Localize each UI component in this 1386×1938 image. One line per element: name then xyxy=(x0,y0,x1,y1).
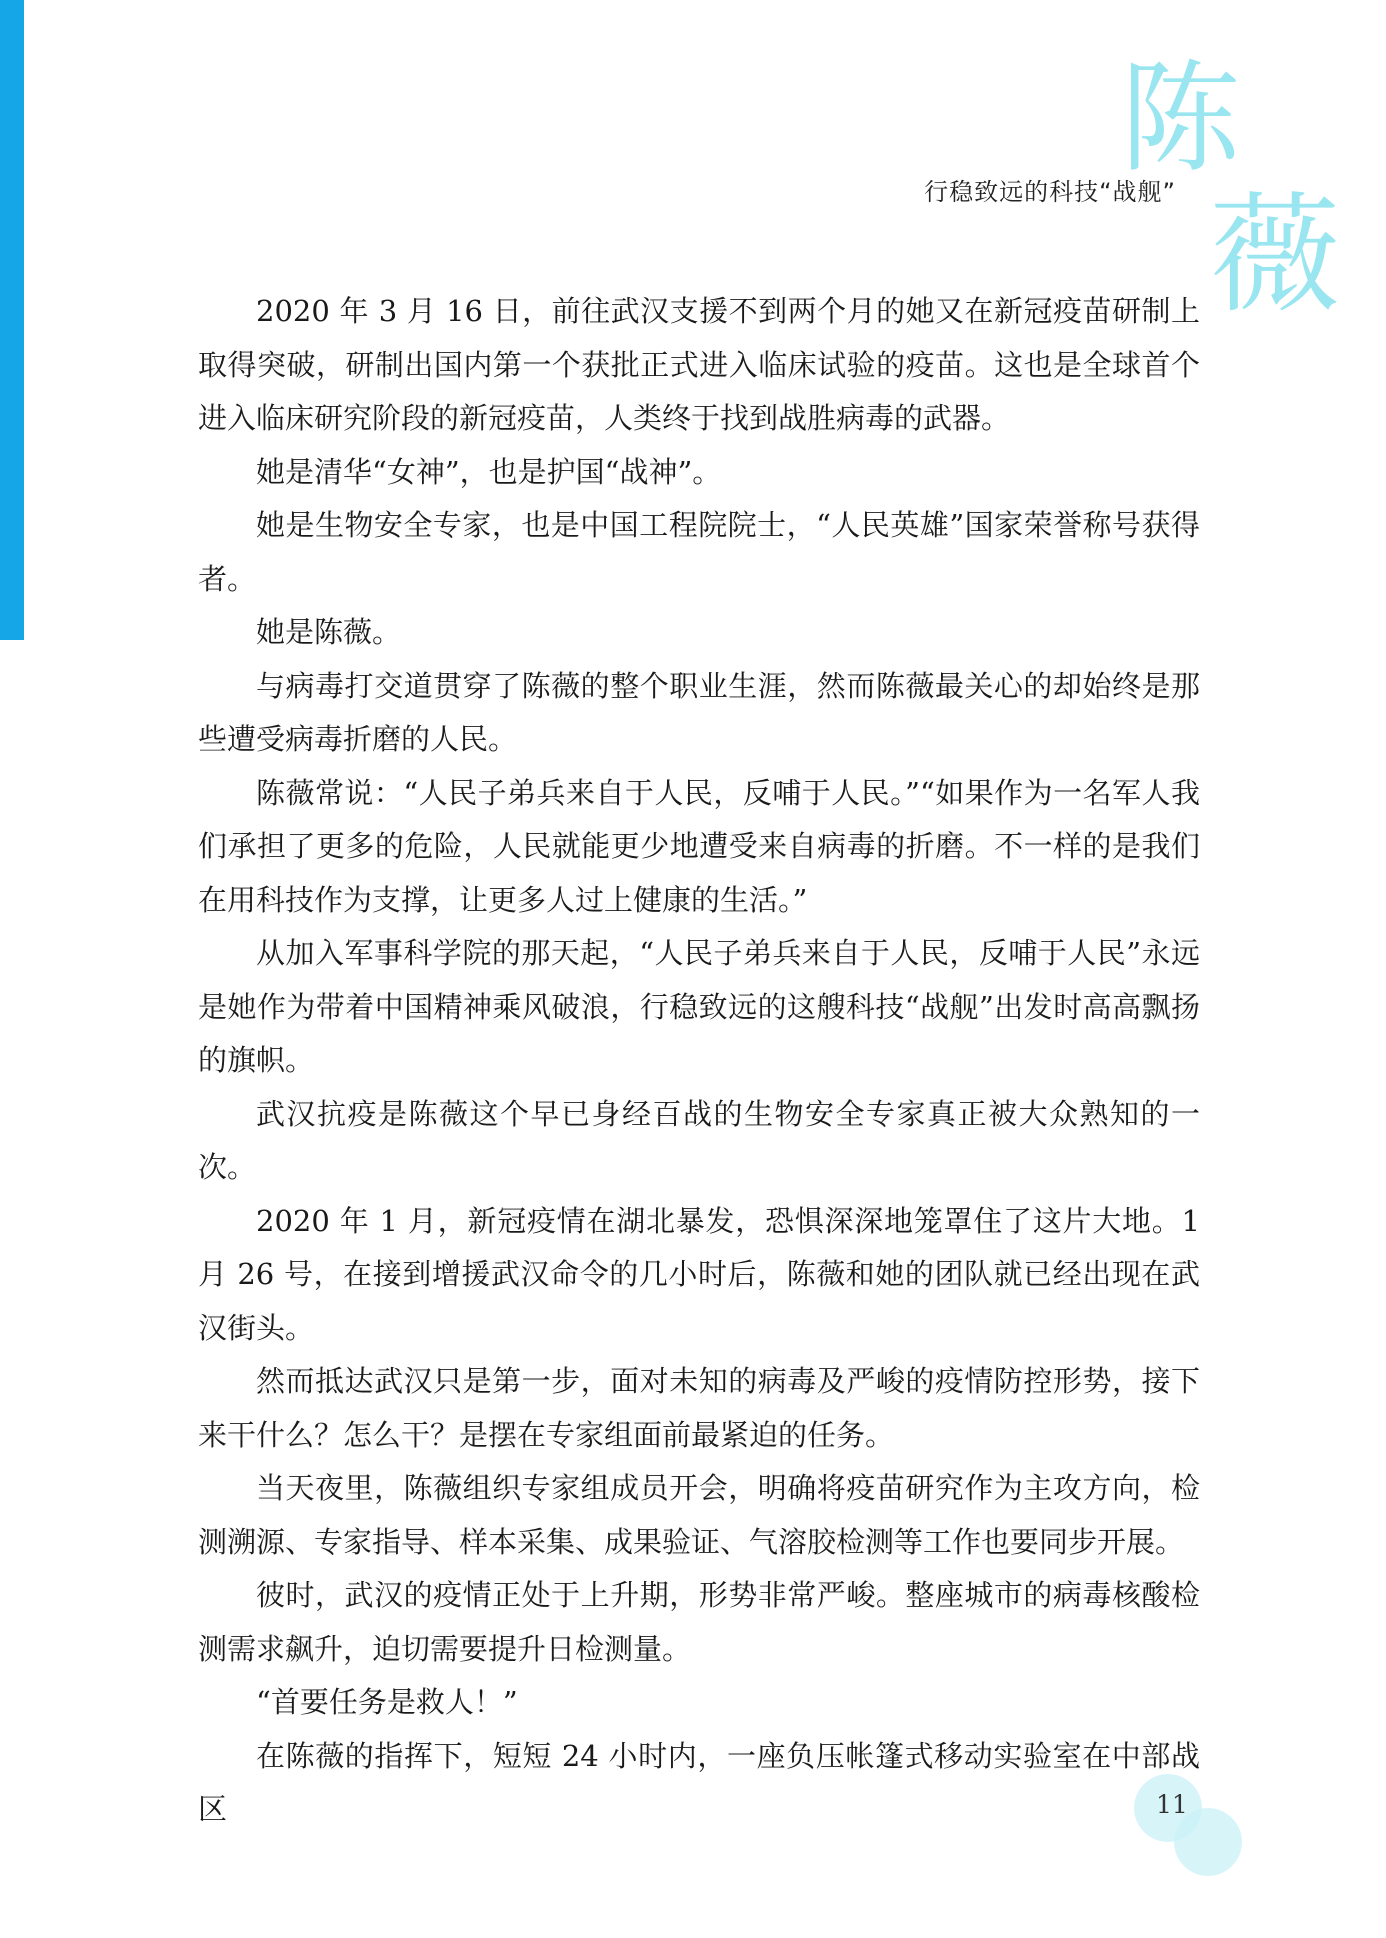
name-glyph-first: 陈 xyxy=(1120,50,1240,189)
paragraph: 与病毒打交道贯穿了陈薇的整个职业生涯，然而陈薇最关心的却始终是那些遭受病毒折磨的人民。 xyxy=(198,668,1200,756)
paragraph: 陈薇常说：“人民子弟兵来自于人民，反哺于人民。”“如果作为一名军人我们承担了更多的危险，人民就能更少地遭受来自病毒的折磨。不一样的是我们在用科技作为支撑，让更多人过上健康的生活。” xyxy=(198,775,1200,917)
paragraph: 从加入军事科学院的那天起，“人民子弟兵来自于人民，反哺于人民”永远是她作为带着中国精神乘风破浪，行稳致远的这艘科技“战舰”出发时高高飘扬的旗帜。 xyxy=(198,936,1200,1077)
running-header-title: 行稳致远的科技“战舰” xyxy=(924,178,1176,206)
paragraph: “首要任务是救人！” xyxy=(256,1685,518,1719)
page-number: 11 xyxy=(1156,1790,1188,1819)
paragraph: 然而抵达武汉只是第一步，面对未知的病毒及严峻的疫情防控形势，接下来干什么？怎么干？是摆在专家组面前最紧迫的任务。 xyxy=(198,1364,1200,1452)
name-glyph-second: 薇 xyxy=(1210,179,1341,331)
paragraph: 她是陈薇。 xyxy=(256,615,402,649)
paragraph: 2020 年 3 月 16 日，前往武汉支援不到两个月的她又在新冠疫苗研制上取得突破，研制出国内第一个获批正式进入临床试验的疫苗。这也是全球首个进入临床研究阶段的新冠疫苗，人类终于找到战胜病毒的武器。 xyxy=(198,294,1200,435)
page-number-circles xyxy=(1110,1770,1260,1890)
paragraph: 彼时，武汉的疫情正处于上升期，形势非常严峻。整座城市的病毒核酸检测需求飙升，迫切需要提升日检测量。 xyxy=(198,1578,1200,1666)
paragraph: 武汉抗疫是陈薇这个早已身经百战的生物安全专家真正被大众熟知的一次。 xyxy=(198,1096,1200,1184)
paragraph: 她是生物安全专家，也是中国工程院院士，“人民英雄”国家荣誉称号获得者。 xyxy=(198,508,1200,596)
paragraph: 她是清华“女神”，也是护国“战神”。 xyxy=(256,454,722,489)
side-accent-bar xyxy=(0,0,24,640)
article-body xyxy=(198,285,1200,1837)
paragraph: 2020 年 1 月，新冠疫情在湖北暴发，恐惧深深地笼罩住了这片大地。1 月 26 号，在接到增援武汉命令的几小时后，陈薇和她的团队就已经出现在武汉街头。 xyxy=(198,1203,1200,1345)
page-number-badge xyxy=(1110,1770,1260,1890)
paragraph: 在陈薇的指挥下，短短 24 小时内，一座负压帐篷式移动实验室在中部战区 xyxy=(198,1738,1200,1826)
paragraph: 当天夜里，陈薇组织专家组成员开会，明确将疫苗研究作为主攻方向，检测溯源、专家指导、样本采集、成果验证、气溶胶检测等工作也要同步开展。 xyxy=(198,1471,1200,1559)
